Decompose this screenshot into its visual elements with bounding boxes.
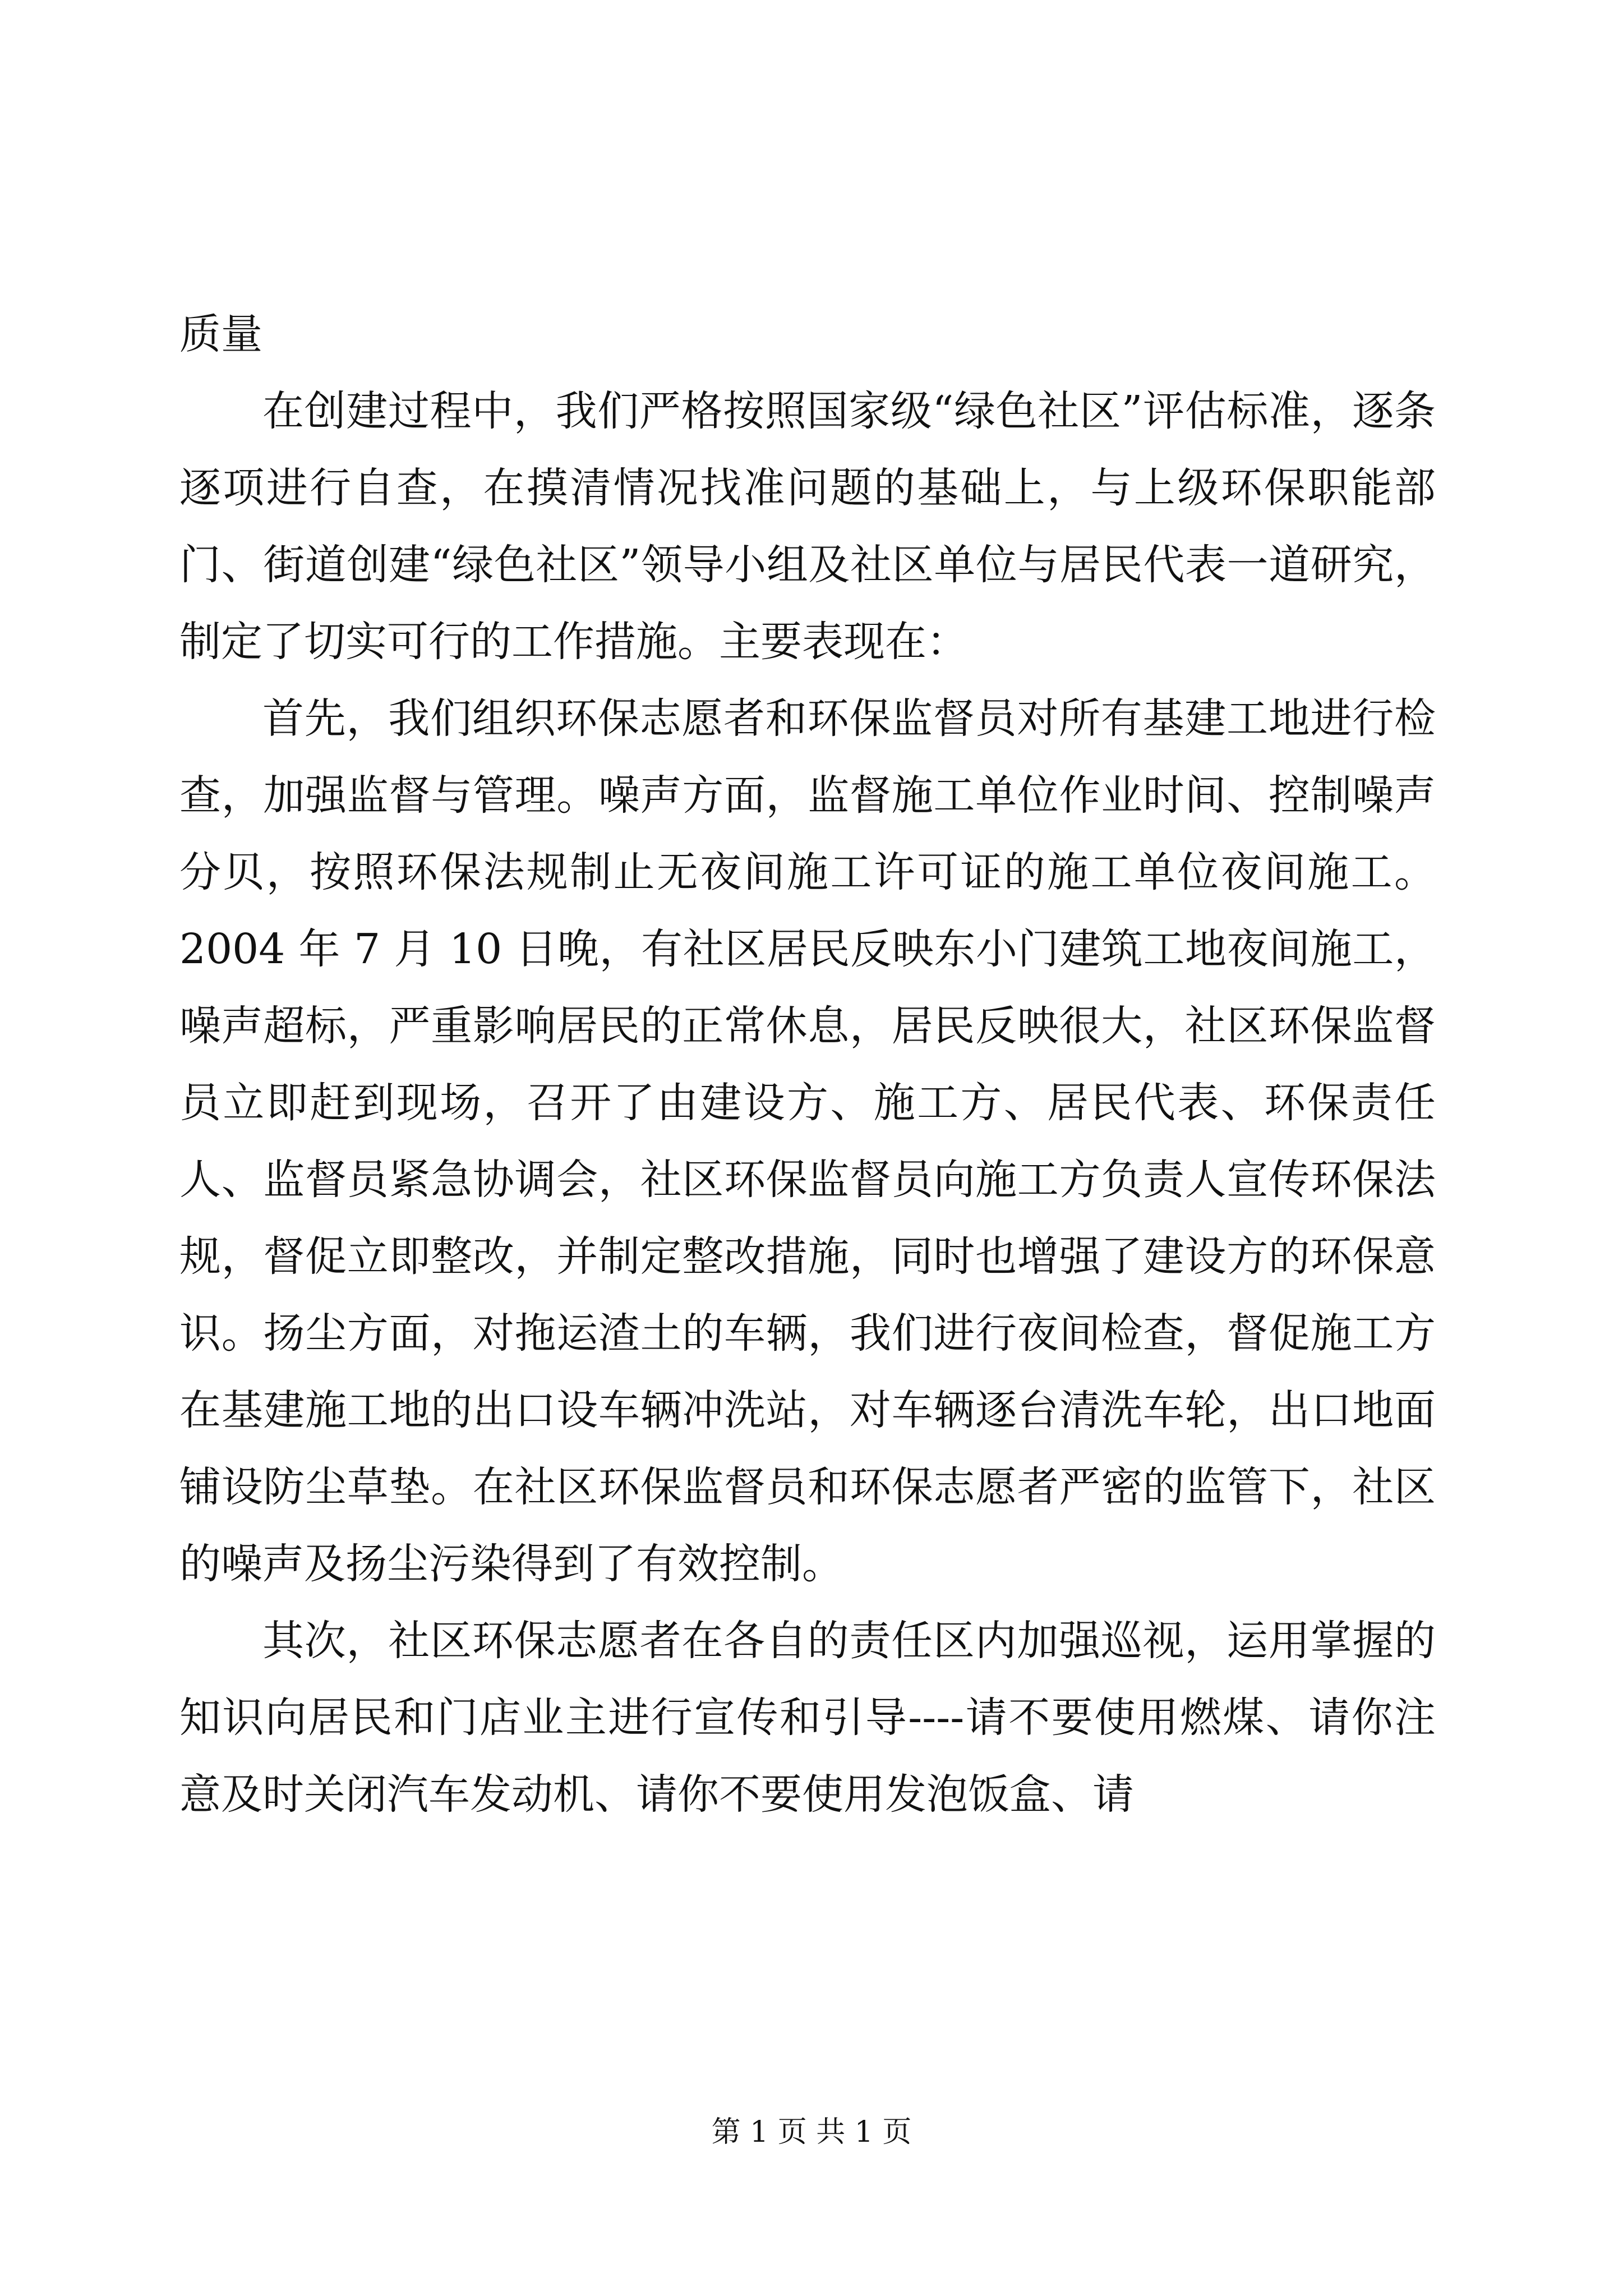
page-number-footer: 第 1 页 共 1 页 [711,2115,912,2149]
paragraph: 首先，我们组织环保志愿者和环保监督员对所有基建工地进行检查，加强监督与管理。噪声方面，监督施工单位作业时间、控制噪声分贝，按照环保法规制止无夜间施工许可证的施工单位夜间施工。2004 年 7 月 10 日晚，有社区居民反映东小门建筑工地夜间施工，噪声超标，严重影响居民的正常休息，居民反映很大，社区环保监督员立即赶到现场，召开了由建设方、施工方、居民代表、环保责任人、监督员紧急协调会，社区环保监督员向施工方负责人宣传环保法规，督促立即整改，并制定整改措施，同时也增强了建设方的环保意识。扬尘方面，对拖运渣土的车辆，我们进行夜间检查，督促施工方在基建施工地的出口设车辆冲洗站，对车辆逐台清洗车轮，出口地面铺设防尘草垫。在社区环保监督员和环保志愿者严密的监管下，社区的噪声及扬尘污染得到了有效控制。 [179,694,1436,1588]
paragraph: 其次，社区环保志愿者在各自的责任区内加强巡视，运用掌握的知识向居民和门店业主进行宣传和引导----请不要使用燃煤、请你注意及时关闭汽车发动机、请你不要使用发泡饭盒、请 [179,1617,1436,1819]
paragraph-fragment: 质量 [179,310,262,358]
document-body [179,296,1436,1833]
paragraph: 在创建过程中，我们严格按照国家级“绿色社区”评估标准，逐条逐项进行自查，在摸清情况找准问题的基础上，与上级环保职能部门、街道创建“绿色社区”领导小组及社区单位与居民代表一道研究，制定了切实可行的工作措施。主要表现在： [179,387,1436,666]
